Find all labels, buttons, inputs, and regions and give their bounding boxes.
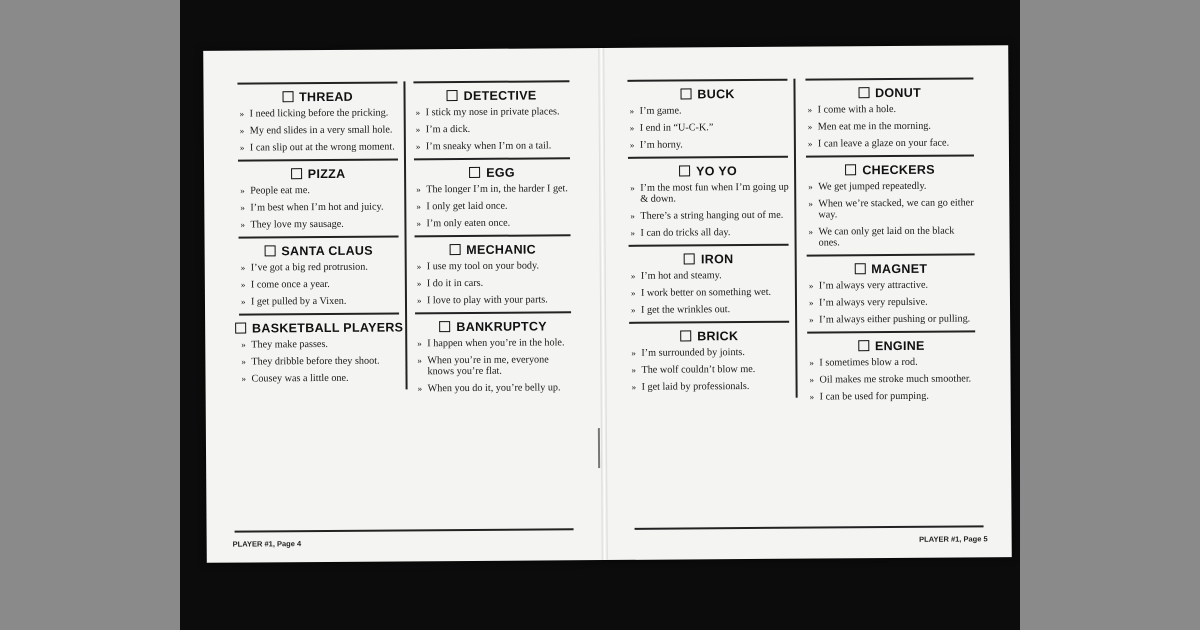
word-title: [801, 261, 981, 276]
word-title: [801, 338, 981, 353]
word-entry: [409, 311, 578, 394]
page-footer-left: PLAYER #1, Page 4: [232, 539, 302, 549]
clue-text: » When we’re stacked, we can go either way.: [800, 197, 976, 220]
checkbox-icon[interactable]: [291, 168, 302, 179]
clue-text: » My end slides in a very small hole.: [232, 124, 400, 136]
checkbox-icon[interactable]: [858, 87, 869, 98]
word-title-text: BRICK: [697, 329, 739, 344]
section-rule: [629, 244, 789, 247]
word-entry: [800, 154, 981, 248]
clue-text: » I’m always very attractive.: [801, 279, 977, 291]
open-booklet: [203, 45, 1012, 563]
word-title: [621, 87, 793, 102]
word-title-text: CHECKERS: [862, 162, 935, 178]
clue-text: » I get the wrinkles out.: [623, 304, 791, 316]
word-entry: [623, 244, 795, 316]
right-page-column-1: [621, 79, 797, 399]
word-title-text: BASKETBALL PLAYERS: [251, 320, 404, 336]
word-title-text: YO YO: [696, 164, 738, 179]
section-rule: [805, 77, 973, 80]
clue-text: » I use my tool on your body.: [409, 260, 573, 272]
right-page: [603, 45, 1012, 560]
section-rule: [415, 234, 571, 237]
clue-text: » I’m horny.: [622, 139, 790, 151]
word-title-text: SANTA CLAUS: [281, 243, 373, 259]
checkbox-icon[interactable]: [469, 167, 480, 178]
word-entry: [623, 321, 795, 393]
word-entry: [231, 81, 403, 153]
checkbox-icon[interactable]: [854, 263, 865, 274]
checkbox-icon[interactable]: [845, 164, 856, 175]
clue-text: » I come with a hole.: [800, 103, 976, 115]
word-title-text: IRON: [700, 252, 734, 267]
clue-text: » We can only get laid on the black ones.: [800, 225, 976, 248]
clue-text: » I love to play with your parts.: [409, 294, 573, 306]
word-title: [622, 164, 794, 179]
clue-text: » When you’re in me, everyone knows you’re flat.: [409, 354, 573, 377]
word-title: [233, 243, 405, 258]
section-rule: [239, 235, 399, 238]
clue-text: » I’m game.: [622, 105, 790, 117]
clue-text: » I can slip out at the wrong moment.: [232, 141, 400, 153]
word-title-text: ENGINE: [874, 338, 925, 354]
word-entry: [622, 156, 795, 239]
clue-text: » I sometimes blow a rod.: [801, 356, 977, 368]
word-entry: [233, 312, 405, 384]
clue-text: » I get laid by professionals.: [624, 381, 792, 393]
page-footer-right: PLAYER #1, Page 5: [919, 534, 988, 544]
section-rule: [629, 321, 789, 324]
checkbox-icon[interactable]: [449, 244, 460, 255]
clue-text: » I only get laid once.: [408, 200, 572, 212]
clue-text: » I come once a year.: [233, 278, 401, 290]
clue-text: » They make passes.: [233, 338, 401, 350]
section-rule: [806, 154, 974, 157]
checkbox-icon[interactable]: [858, 340, 869, 351]
section-rule: [413, 80, 569, 83]
word-title-text: BUCK: [697, 87, 735, 102]
word-title: [623, 329, 795, 344]
word-entry: [801, 330, 981, 402]
word-title-text: EGG: [486, 165, 515, 180]
clue-text: » I’m best when I’m hot and juicy.: [232, 201, 400, 213]
word-title: [409, 242, 577, 257]
clue-text: » They love my sausage.: [232, 218, 400, 230]
clue-text: » I need licking before the pricking.: [232, 107, 400, 119]
word-entry: [621, 79, 793, 151]
clue-text: » The wolf couldn’t blow me.: [623, 364, 791, 376]
clue-text: » Men eat me in the morning.: [800, 120, 976, 132]
right-page-column-2: [799, 77, 981, 408]
section-rule: [414, 157, 570, 160]
clue-text: » I’ve got a big red protrusion.: [233, 261, 401, 273]
clue-text: » I’m always very repulsive.: [801, 296, 977, 308]
bottom-rule: [235, 528, 574, 532]
clue-text: » When you do it, you’re belly up.: [410, 382, 574, 394]
checkbox-icon[interactable]: [447, 90, 458, 101]
spine-staple: [598, 428, 600, 468]
word-entry: [799, 77, 979, 149]
clue-text: » I end in “U-C-K.”: [622, 122, 790, 134]
word-title: [407, 88, 575, 103]
word-title-text: DETECTIVE: [463, 88, 537, 103]
word-title: [800, 162, 980, 177]
word-title-text: DONUT: [875, 85, 922, 101]
word-entry: [408, 157, 576, 229]
section-rule: [237, 81, 397, 84]
checkbox-icon[interactable]: [282, 91, 293, 102]
clue-text: » I can do tricks all day.: [622, 227, 790, 239]
section-rule: [627, 79, 787, 82]
checkbox-icon[interactable]: [439, 321, 450, 332]
word-entry: [232, 158, 404, 230]
clue-text: » I’m the most fun when I’m going up & down.: [622, 182, 790, 205]
word-entry: [407, 80, 575, 152]
word-title: [623, 252, 795, 267]
clue-text: » I’m only eaten once.: [408, 217, 572, 229]
checkbox-icon[interactable]: [680, 330, 691, 341]
clue-text: » I’m surrounded by joints.: [623, 347, 791, 359]
word-entry: [233, 235, 405, 307]
clue-text: » I’m sneaky when I’m on a tail.: [408, 140, 572, 152]
left-page-column-2: [407, 80, 577, 400]
checkbox-icon[interactable]: [679, 165, 690, 176]
word-title-text: MECHANIC: [466, 242, 537, 257]
clue-text: » I’m always either pushing or pulling.: [801, 313, 977, 325]
clue-text: » They dribble before they shoot.: [233, 355, 401, 367]
section-rule: [628, 156, 788, 159]
left-page-column-1: [231, 81, 407, 390]
clue-text: » People eat me.: [232, 184, 400, 196]
checkbox-icon[interactable]: [264, 245, 275, 256]
bottom-rule: [635, 525, 984, 529]
word-title-text: MAGNET: [871, 261, 928, 277]
clue-text: » Oil makes me stroke much smoother.: [801, 373, 977, 385]
word-title: [233, 320, 405, 335]
section-rule: [807, 253, 975, 256]
checkbox-icon[interactable]: [680, 88, 691, 99]
clue-text: » There’s a string hanging out of me.: [622, 210, 790, 222]
clue-text: » I’m hot and steamy.: [623, 270, 791, 282]
word-title-text: THREAD: [299, 89, 354, 105]
word-entry: [409, 234, 577, 306]
clue-text: » I’m a dick.: [408, 123, 572, 135]
section-rule: [238, 158, 398, 161]
left-page: [203, 48, 602, 563]
word-title-text: PIZZA: [307, 166, 346, 182]
section-rule: [239, 312, 399, 315]
word-title: [232, 89, 404, 104]
word-title-text: BANKRUPTCY: [456, 319, 547, 335]
section-rule: [415, 311, 571, 314]
clue-text: » Cousey was a little one.: [233, 372, 401, 384]
clue-text: » I work better on something wet.: [623, 287, 791, 299]
clue-text: » I stick my nose in private places.: [408, 106, 572, 118]
clue-text: » I can leave a glaze on your face.: [800, 137, 976, 149]
checkbox-icon[interactable]: [684, 253, 695, 264]
clue-text: » I do it in cars.: [409, 277, 573, 289]
section-rule: [807, 330, 975, 333]
clue-text: » I happen when you’re in the hole.: [409, 337, 573, 349]
clue-text: » We get jumped repeatedly.: [800, 180, 976, 192]
word-title: [232, 166, 404, 181]
word-title: [799, 85, 979, 100]
word-title: [409, 319, 577, 334]
clue-text: » The longer I’m in, the harder I get.: [408, 183, 572, 195]
word-entry: [801, 253, 981, 325]
clue-text: » I can be used for pumping.: [802, 390, 978, 402]
checkbox-icon[interactable]: [235, 323, 246, 334]
word-title: [408, 165, 576, 180]
clue-text: » I get pulled by a Vixen.: [233, 295, 401, 307]
